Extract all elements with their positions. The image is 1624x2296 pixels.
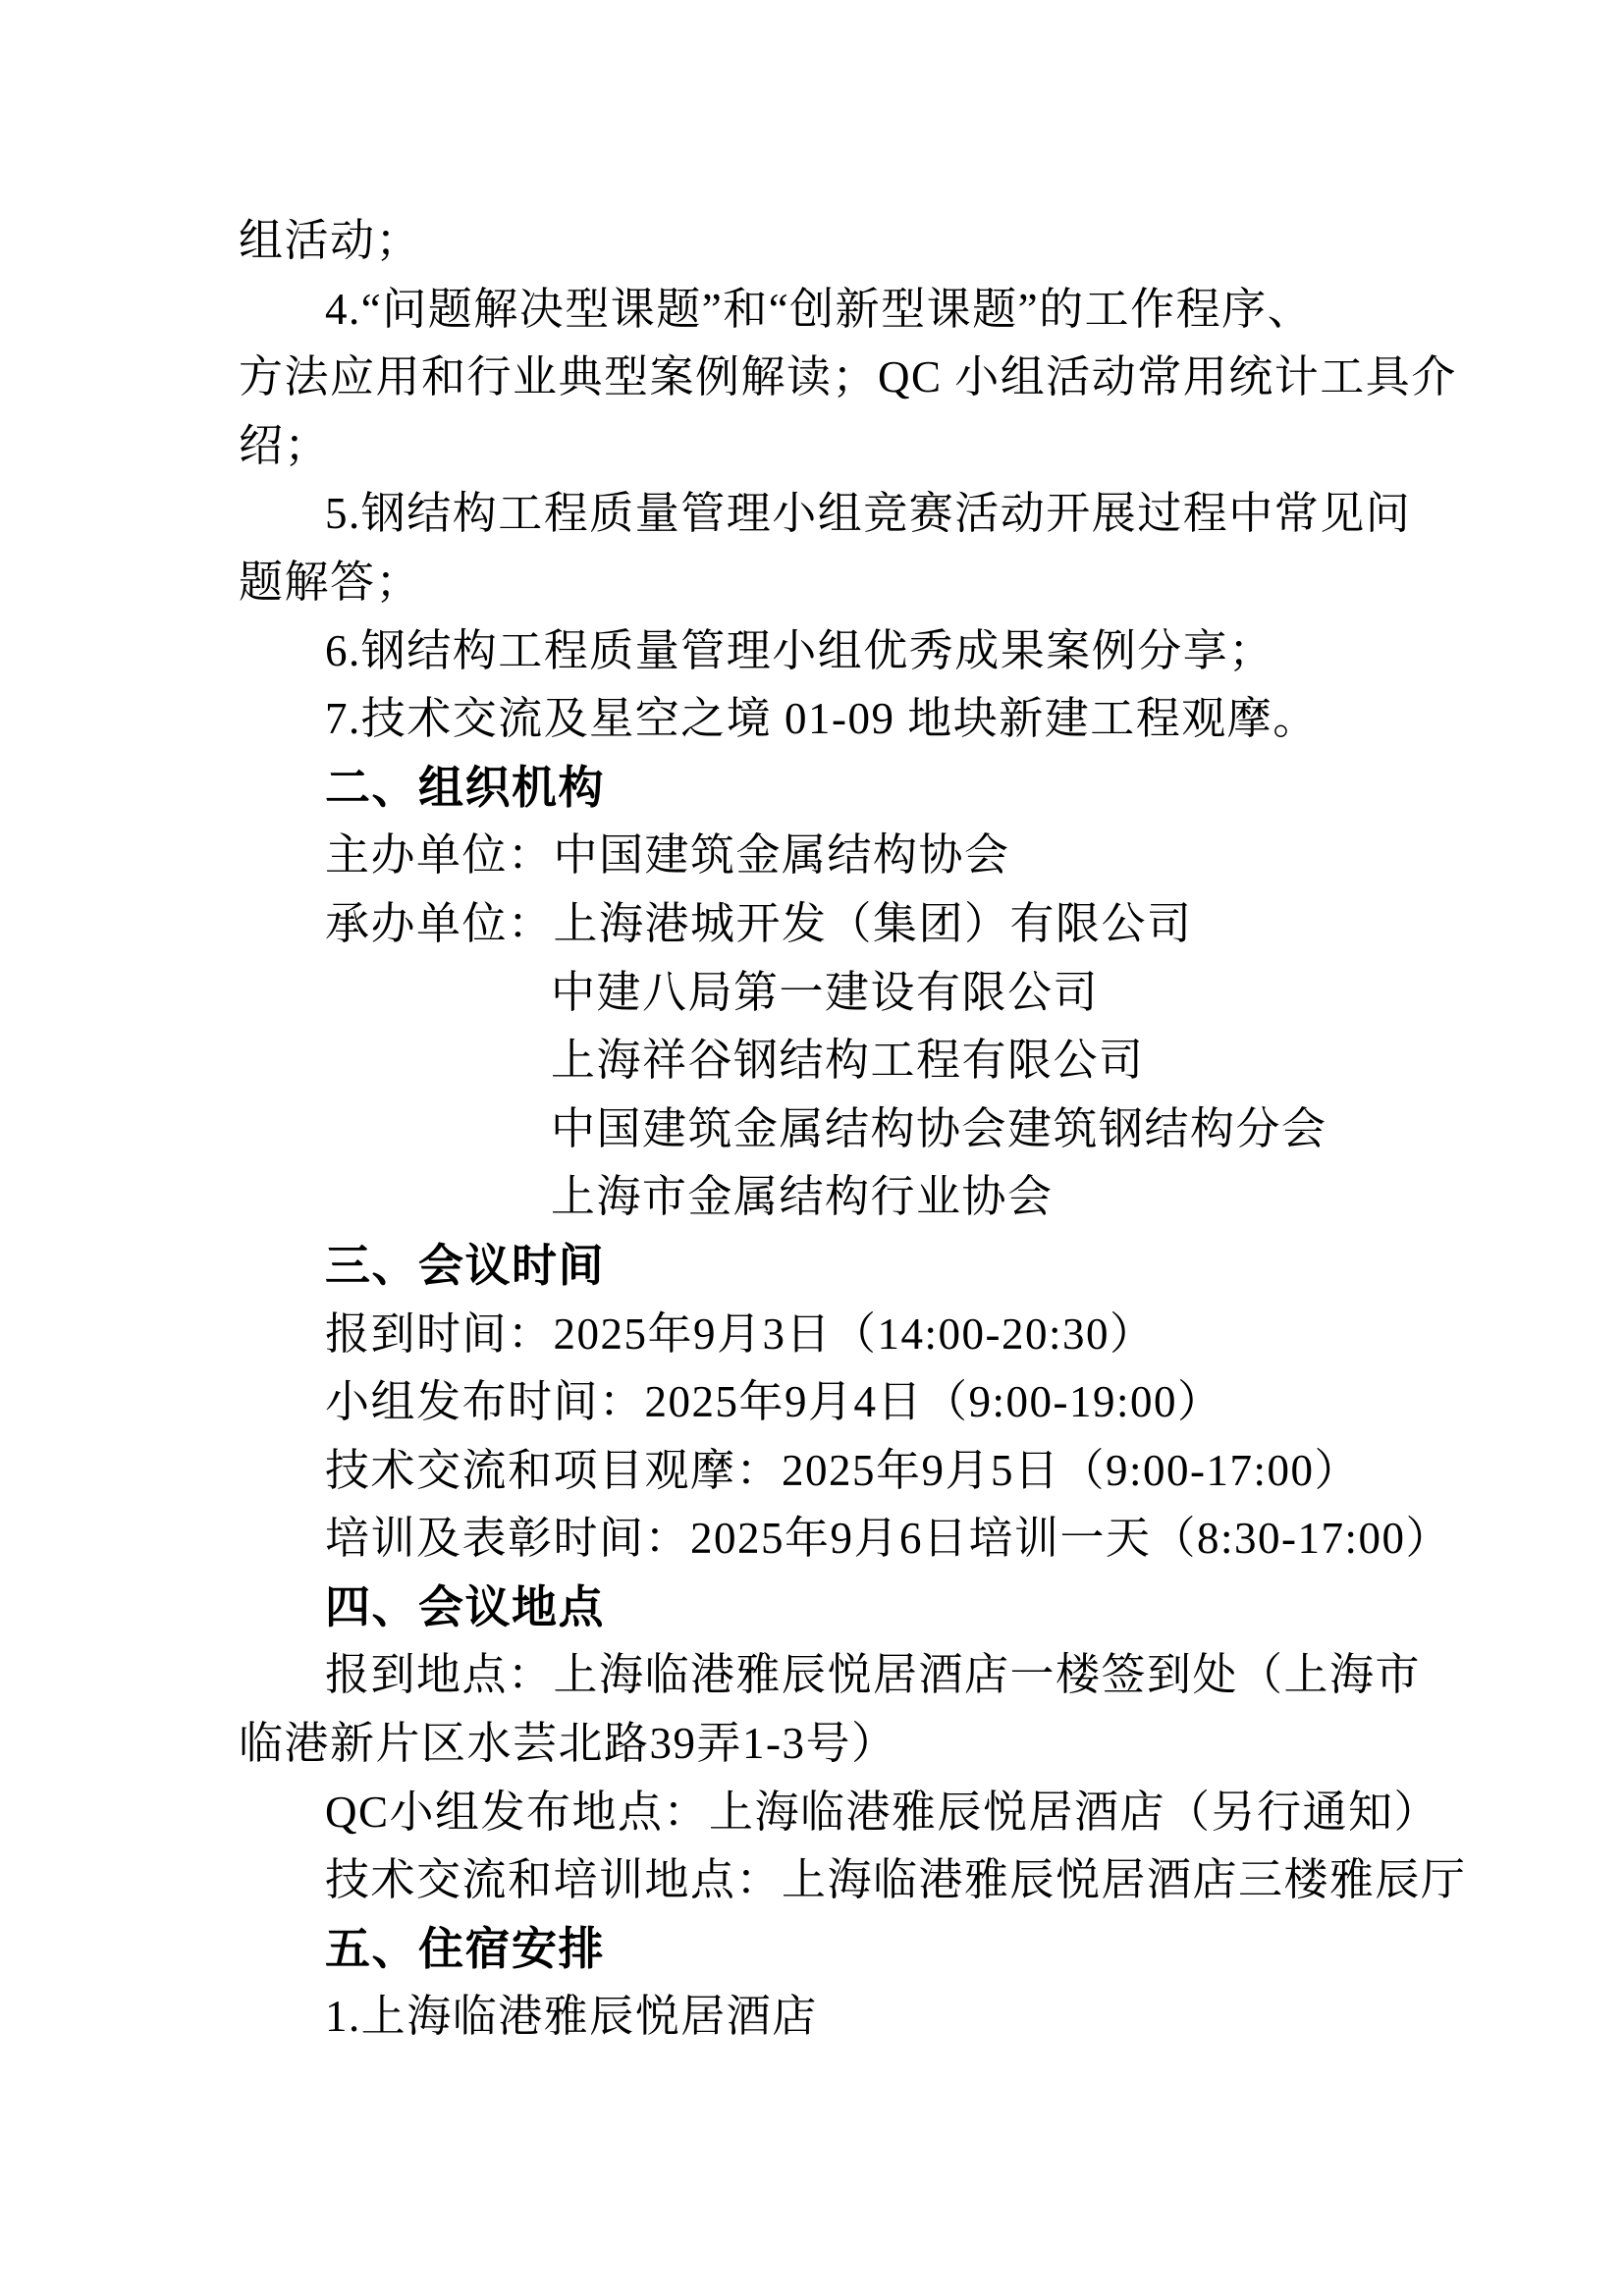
document-line: 临港新片区水芸北路39弄1-3号）: [239, 1719, 897, 1769]
section-heading: 四、会议地点: [325, 1580, 605, 1632]
document-line: 培训及表彰时间：2025年9月6日培训一天（8:30-17:00）: [325, 1514, 1451, 1564]
document-line: 小组发布时间：2025年9月4日（9:00-19:00）: [325, 1377, 1223, 1427]
document-line: 组活动；: [239, 216, 422, 265]
document-line: 报到地点：上海临港雅辰悦居酒店一楼签到处（上海市: [325, 1650, 1422, 1700]
document-line: 上海祥谷钢结构工程有限公司: [551, 1036, 1145, 1086]
document-line: 1.上海临港雅辰悦居酒店: [325, 1992, 818, 2042]
section-heading: 二、组织机构: [325, 761, 605, 813]
document-line: 中建八局第一建设有限公司: [551, 967, 1100, 1017]
document-line: QC小组发布地点：上海临港雅辰悦居酒店（另行通知）: [325, 1787, 1440, 1837]
document-line: 6.钢结构工程质量管理小组优秀成果案例分享；: [325, 625, 1274, 675]
document-line: 4.“问题解决型课题”和“创新型课题”的工作程序、: [325, 284, 1314, 334]
document-line: 主办单位：中国建筑金属结构协会: [325, 830, 1010, 881]
section-heading: 三、会议时间: [325, 1239, 605, 1291]
section-heading: 五、住宿安排: [325, 1922, 605, 1974]
document-line: 承办单位：上海港城开发（集团）有限公司: [325, 898, 1193, 948]
document-line: 技术交流和项目观摩：2025年9月5日（9:00-17:00）: [325, 1445, 1360, 1495]
document-line: 题解答；: [239, 557, 422, 607]
document-line: 7.技术交流及星空之境 01-09 地块新建工程观摩。: [325, 694, 1319, 744]
document-line: 绍；: [239, 420, 331, 470]
document-line: 中国建筑金属结构协会建筑钢结构分会: [551, 1103, 1327, 1153]
document-line: 5.钢结构工程质量管理小组竞赛活动开展过程中常见问: [325, 489, 1412, 539]
document-line: 方法应用和行业典型案例解读；QC 小组活动常用统计工具介: [239, 352, 1457, 402]
document-line: 技术交流和培训地点：上海临港雅辰悦居酒店三楼雅辰厅: [325, 1855, 1467, 1905]
document-line: 上海市金属结构行业协会: [551, 1172, 1054, 1222]
document-line: 报到时间：2025年9月3日（14:00-20:30）: [325, 1308, 1156, 1359]
text-column: [239, 207, 1505, 2052]
